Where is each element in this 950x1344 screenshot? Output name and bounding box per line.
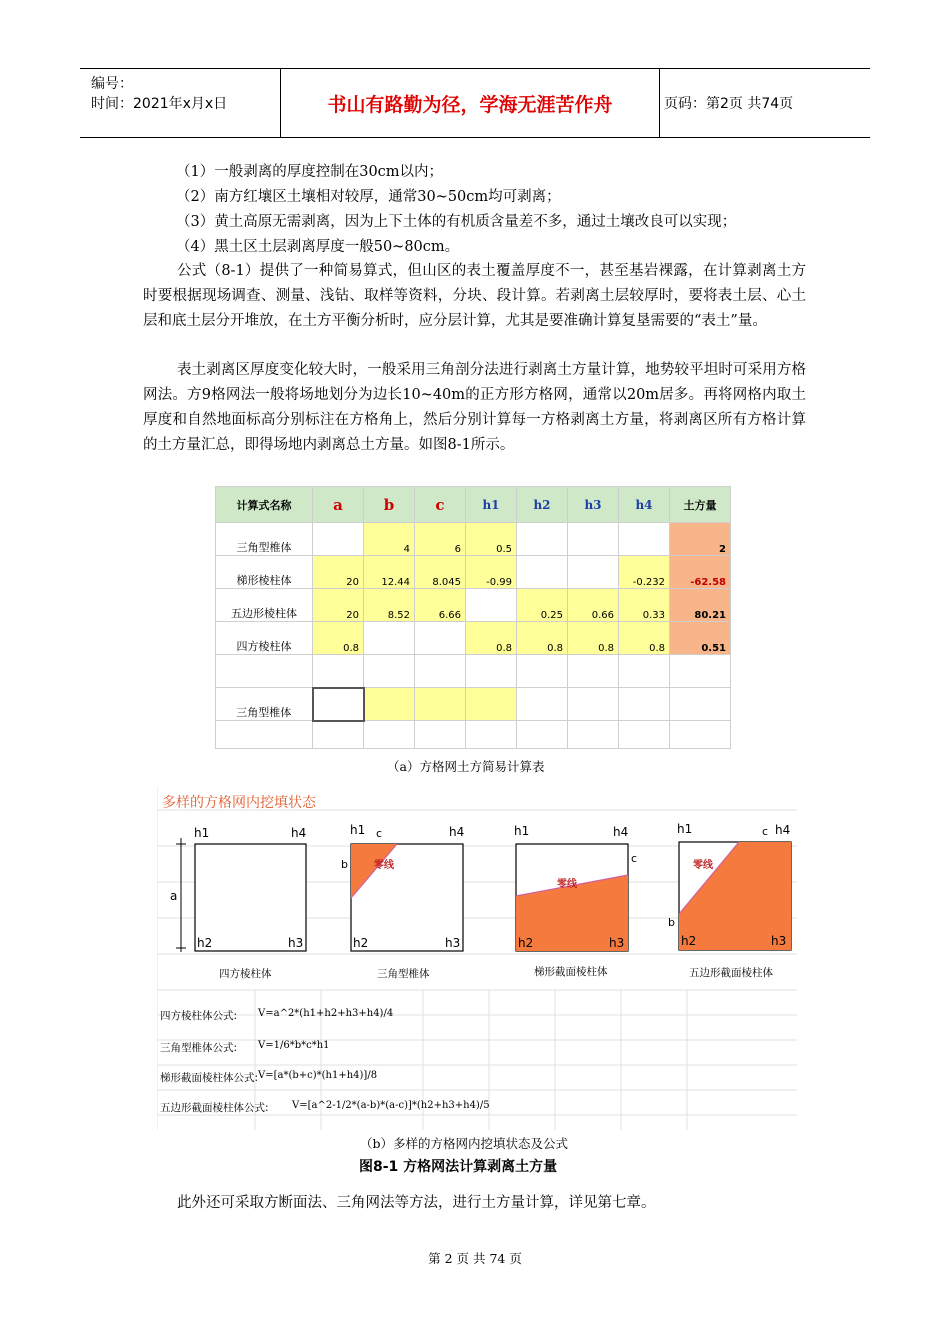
cell[interactable] — [568, 655, 619, 688]
table-row — [216, 523, 731, 556]
cell[interactable]: 0.66 — [568, 589, 619, 622]
dimension-label: c — [762, 825, 769, 838]
calc-table — [215, 486, 731, 749]
cell[interactable]: 20 — [313, 556, 364, 589]
caption-a: （a）方格网土方简易计算表 — [387, 759, 545, 774]
cell[interactable] — [466, 688, 517, 721]
cell[interactable] — [670, 688, 731, 721]
cell[interactable]: -0.99 — [466, 556, 517, 589]
cell[interactable]: 0.5 — [466, 523, 517, 556]
cell[interactable] — [466, 589, 517, 622]
corner-label: h3 — [609, 936, 625, 950]
cell[interactable] — [415, 655, 466, 688]
grid-figure — [157, 786, 797, 1130]
formula-value: V=1/6*b*c*h1 — [258, 1040, 330, 1051]
corner-label: h3 — [771, 934, 787, 948]
dimension-label: c — [376, 827, 383, 840]
corner-label: h2 — [353, 936, 369, 950]
cell[interactable]: 8.52 — [364, 589, 415, 622]
cell[interactable]: 0.33 — [619, 589, 670, 622]
cell[interactable] — [364, 622, 415, 655]
number-label: 编号： — [91, 76, 133, 92]
page-header — [80, 68, 870, 138]
zero-line-label: 零线 — [374, 860, 394, 871]
paragraph: 表土剥离区厚度变化较大时，一般采用三角剖分法进行剥离土方量计算，地势较平坦时可采用方格网法。方9格网法一般将场地划分为边长10~40m的正方形方格网，通常以20m居多。再将网格内取土厚度和自然地面标高分别标注在方格角上，然后分别计算每一方格剥离土方量，将剥离区所有方格计算的土方量汇总，即得场地内剥离总土方量。如图8-1所示。 — [143, 362, 806, 453]
cell[interactable] — [568, 523, 619, 556]
motto: 书山有路勤为径，学海无涯苦作舟 — [280, 69, 660, 137]
cell[interactable]: 6 — [415, 523, 466, 556]
figure-caption: 图8-1 方格网法计算剥离土方量 — [359, 1159, 558, 1175]
corner-label: h4 — [613, 825, 629, 839]
cell[interactable] — [313, 721, 364, 749]
cell[interactable] — [517, 721, 568, 749]
figure-title: 多样的方格网内挖填状态 — [162, 795, 316, 811]
shape-name: 梯形截面棱柱体 — [534, 966, 608, 978]
table-row — [216, 589, 731, 622]
corner-label: h2 — [681, 934, 697, 948]
cell[interactable] — [415, 688, 466, 721]
cell[interactable] — [415, 721, 466, 749]
formula-label: 五边形截面棱柱体公式: — [160, 1102, 269, 1114]
cell[interactable] — [619, 655, 670, 688]
row-name: 四方棱柱体 — [216, 622, 313, 655]
corner-label: h2 — [197, 936, 213, 950]
corner-label: h2 — [518, 936, 534, 950]
formula-value: V=[a*(b+c)*(h1+h4)]/8 — [258, 1070, 378, 1081]
formula-label: 四方棱柱体公式: — [160, 1010, 238, 1022]
cell[interactable] — [364, 688, 415, 721]
table-row — [216, 655, 731, 688]
caption-b: （b）多样的方格网内挖填状态及公式 — [360, 1136, 569, 1151]
row-name — [216, 655, 313, 688]
cell[interactable] — [216, 721, 313, 749]
dimension-label: b — [668, 916, 675, 929]
zero-line-label: 零线 — [693, 860, 713, 871]
cell[interactable] — [670, 721, 731, 749]
col-header: h1 — [466, 487, 517, 523]
cell[interactable]: 0.8 — [466, 622, 517, 655]
dimension-label: a — [170, 889, 178, 903]
col-header: b — [364, 487, 415, 523]
corner-label: h3 — [288, 936, 304, 950]
time-label: 时间：2021年x月x日 — [91, 96, 228, 112]
selected-cell[interactable] — [313, 688, 364, 721]
cell[interactable] — [364, 655, 415, 688]
page-info: 页码：第2页 共74页 — [664, 96, 794, 112]
cell[interactable]: 20 — [313, 589, 364, 622]
shape-name: 五边形截面棱柱体 — [689, 967, 773, 979]
corner-label: h4 — [775, 823, 791, 837]
cell[interactable] — [466, 721, 517, 749]
dimension-label: c — [631, 852, 638, 865]
col-header: 计算式名称 — [216, 487, 313, 523]
cell[interactable] — [670, 655, 731, 688]
dimension-line — [176, 838, 186, 952]
col-header: a — [313, 487, 364, 523]
cell[interactable] — [313, 655, 364, 688]
square-prism-box — [195, 844, 306, 951]
volume-cell[interactable]: 80.21 — [670, 589, 731, 622]
header-meta — [80, 69, 280, 137]
col-header: h2 — [517, 487, 568, 523]
cell[interactable] — [517, 655, 568, 688]
volume-cell[interactable]: 0.51 — [670, 622, 731, 655]
col-header: 土方量 — [670, 487, 731, 523]
row-name: 三角型椎体 — [216, 688, 313, 721]
cell[interactable] — [517, 523, 568, 556]
row-name: 梯形棱柱体 — [216, 556, 313, 589]
cell[interactable]: 0.25 — [517, 589, 568, 622]
formula-label: 梯形截面棱柱体公式: — [160, 1072, 259, 1084]
closing-paragraph: 此外还可采取方断面法、三角网法等方法，进行土方量计算，详见第七章。 — [177, 1195, 656, 1211]
paragraph: 公式（8-1）提供了一种简易算式，但山区的表土覆盖厚度不一，甚至基岩裸露，在计算剥离土方时要根据现场调查、测量、浅钻、取样等资料，分块、段计算。若剥离土层较厚时，要将表土层、心土层和底土层分开堆放，在土方平衡分析时，应分层计算，尤其是要准确计算复垦需要的“表土”量。 — [143, 263, 806, 329]
list-item: （3）黄土高原无需剥离，因为上下土体的有机质含量差不多，通过土壤改良可以实现； — [176, 214, 737, 230]
corner-label: h4 — [291, 826, 307, 840]
table-header-row — [216, 487, 731, 523]
cell[interactable]: 0.8 — [619, 622, 670, 655]
corner-label: h1 — [194, 826, 210, 840]
col-header: c — [415, 487, 466, 523]
cell[interactable]: 0.8 — [313, 622, 364, 655]
table-row — [216, 721, 731, 749]
cell[interactable] — [517, 556, 568, 589]
shape-name: 四方棱柱体 — [219, 968, 272, 980]
list-item: （2）南方红壤区土壤相对较厚，通常30~50cm均可剥离； — [176, 189, 561, 205]
cell[interactable] — [466, 655, 517, 688]
cell[interactable]: 6.66 — [415, 589, 466, 622]
cell[interactable] — [313, 523, 364, 556]
zero-line-label: 零线 — [557, 879, 577, 890]
col-header: h3 — [568, 487, 619, 523]
cell[interactable] — [517, 688, 568, 721]
cell[interactable]: 8.045 — [415, 556, 466, 589]
volume-cell[interactable]: -62.58 — [670, 556, 731, 589]
table-row — [216, 622, 731, 655]
cell[interactable]: 0.8 — [568, 622, 619, 655]
cell[interactable] — [415, 622, 466, 655]
col-header: h4 — [619, 487, 670, 523]
row-name: 五边形棱柱体 — [216, 589, 313, 622]
corner-label: h1 — [514, 824, 530, 838]
corner-label: h4 — [449, 825, 465, 839]
list-item: （4）黑土区土层剥离厚度一般50~80cm。 — [176, 239, 460, 255]
cell[interactable] — [568, 721, 619, 749]
cell[interactable] — [619, 688, 670, 721]
formula-value: V=a^2*(h1+h2+h3+h4)/4 — [258, 1008, 394, 1019]
cell[interactable]: 4 — [364, 523, 415, 556]
cell[interactable]: 12.44 — [364, 556, 415, 589]
corner-label: h1 — [677, 822, 693, 836]
cell[interactable] — [568, 556, 619, 589]
formula-value: V=[a^2-1/2*(a-b)*(a-c)]*(h2+h3+h4)/5 — [292, 1100, 490, 1111]
table-row — [216, 688, 731, 721]
cell[interactable] — [364, 721, 415, 749]
cell[interactable]: -0.232 — [619, 556, 670, 589]
formula-label: 三角型椎体公式: — [160, 1042, 238, 1054]
list-item: （1）一般剥离的厚度控制在30cm以内； — [176, 164, 444, 180]
dimension-label: b — [341, 858, 348, 871]
table-row — [216, 556, 731, 589]
volume-cell[interactable]: 2 — [670, 523, 731, 556]
row-name: 三角型椎体 — [216, 523, 313, 556]
cell[interactable]: 0.8 — [517, 622, 568, 655]
cell[interactable] — [619, 523, 670, 556]
corner-label: h3 — [445, 936, 461, 950]
shape-name: 三角型椎体 — [377, 968, 430, 980]
cell[interactable] — [568, 688, 619, 721]
cell[interactable] — [619, 721, 670, 749]
corner-label: h1 — [350, 823, 366, 837]
page-footer: 第 2 页 共 74 页 — [428, 1251, 522, 1266]
